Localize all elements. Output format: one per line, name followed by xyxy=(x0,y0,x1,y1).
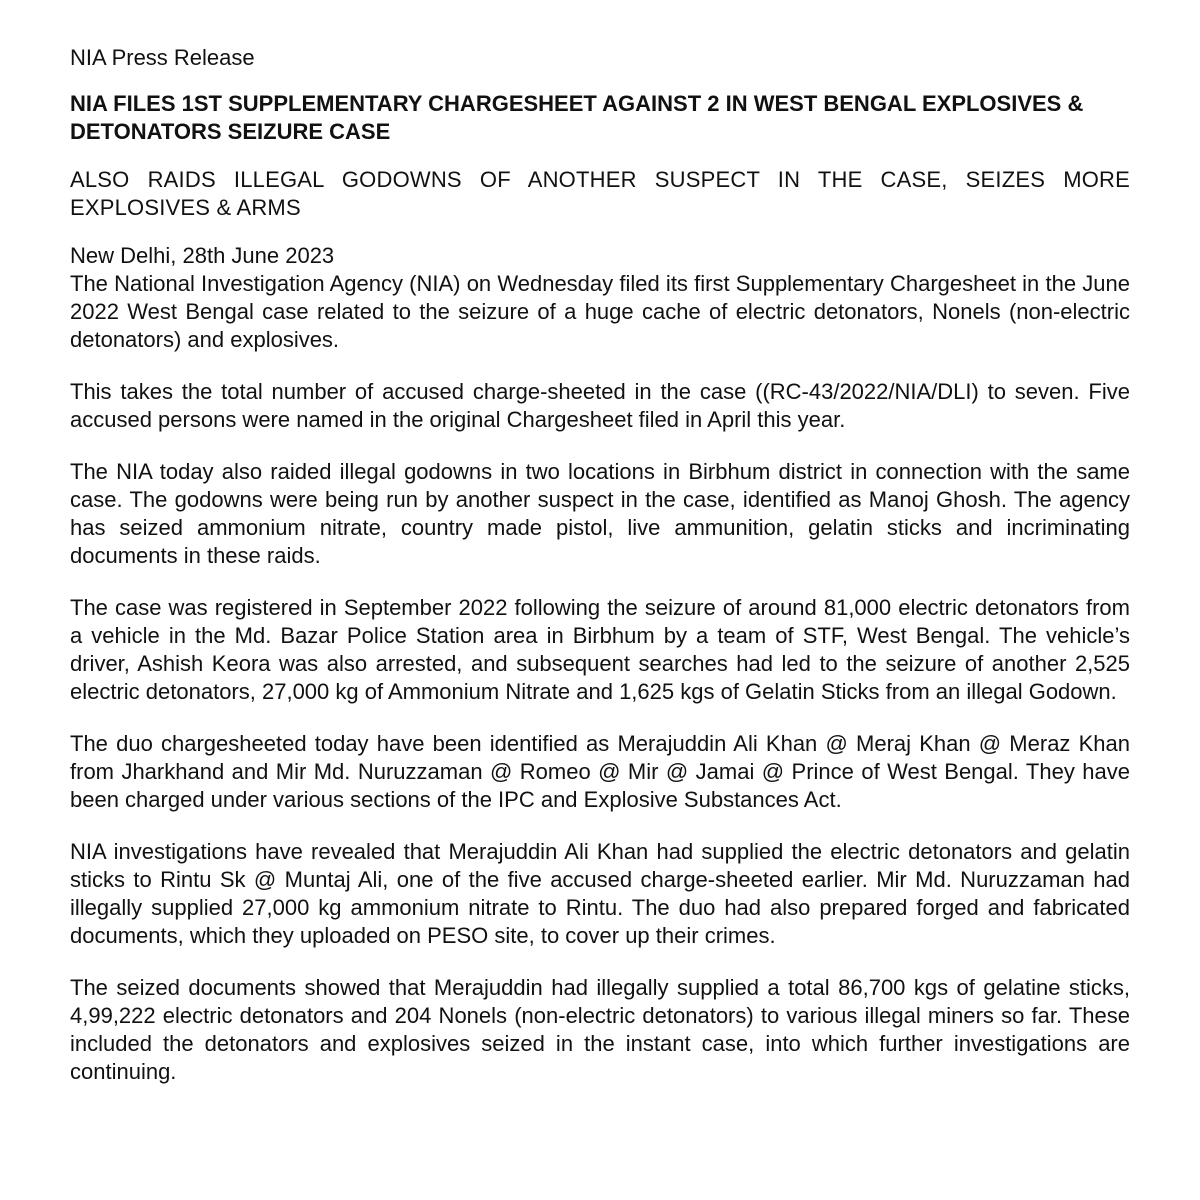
paragraph-4: The case was registered in September 2022 following the seizure of around 81,000 electric detonators from a vehicle in the Md. Bazar Police Station area in Birbhum by a team of STF, West Bengal. The vehicle’s driver, Ashish Keora was also arrested, and subsequent searches had led to the seizure of another 2,525 electric detonators, 27,000 kg of Ammonium Nitrate and 1,625 kgs of Gelatin Sticks from an illegal Godown. xyxy=(70,595,1130,704)
paragraph-3: The NIA today also raided illegal godowns in two locations in Birbhum district in connection with the same case. The godowns were being run by another suspect in the case, identified as Manoj Ghosh. The agency has seized ammonium nitrate, country made pistol, live ammunition, gelatin sticks and incriminating documents in these raids. xyxy=(70,459,1130,568)
press-release-document xyxy=(70,44,1130,1110)
paragraph-5: The duo chargesheeted today have been identified as Merajuddin Ali Khan @ Meraj Khan @ Meraz Khan from Jharkhand and Mir Md. Nuruzzaman @ Romeo @ Mir @ Jamai @ Prince of West Bengal. They have been charged under various sections of the IPC and Explosive Substances Act. xyxy=(70,731,1130,812)
paragraph-2: This takes the total number of accused charge-sheeted in the case ((RC-43/2022/NIA/DLI) to seven. Five accused persons were named in the original Chargesheet filed in April this year. xyxy=(70,379,1130,432)
paragraph-6: NIA investigations have revealed that Merajuddin Ali Khan had supplied the electric detonators and gelatin sticks to Rintu Sk @ Muntaj Ali, one of the five accused charge-sheeted earlier. Mir Md. Nuruzzaman had illegally supplied 27,000 kg ammonium nitrate to Rintu. The duo had also prepared forged and fabricated documents, which they uploaded on PESO site, to cover up their crimes. xyxy=(70,839,1130,948)
paragraph-1: The National Investigation Agency (NIA) on Wednesday filed its first Supplementary Chargesheet in the June 2022 West Bengal case related to the seizure of a huge cache of electric detonators, Nonels (non-electric detonators) and explosives. xyxy=(70,271,1130,352)
paragraph-7: The seized documents showed that Merajuddin had illegally supplied a total 86,700 kgs of gelatine sticks, 4,99,222 electric detonators and 204 Nonels (non-electric detonators) to various illegal miners so far. These included the detonators and explosives seized in the instant case, into which further investigations are continuing. xyxy=(70,975,1130,1084)
subheadline: ALSO RAIDS ILLEGAL GODOWNS OF ANOTHER SUSPECT IN THE CASE, SEIZES MORE EXPLOSIVES & ARMS xyxy=(70,167,1130,220)
headline: NIA FILES 1ST SUPPLEMENTARY CHARGESHEET AGAINST 2 IN WEST BENGAL EXPLOSIVES & DETONATORS SEIZURE CASE xyxy=(70,91,1084,144)
dateline: New Delhi, 28th June 2023 xyxy=(70,243,335,268)
document-label: NIA Press Release xyxy=(70,45,255,70)
